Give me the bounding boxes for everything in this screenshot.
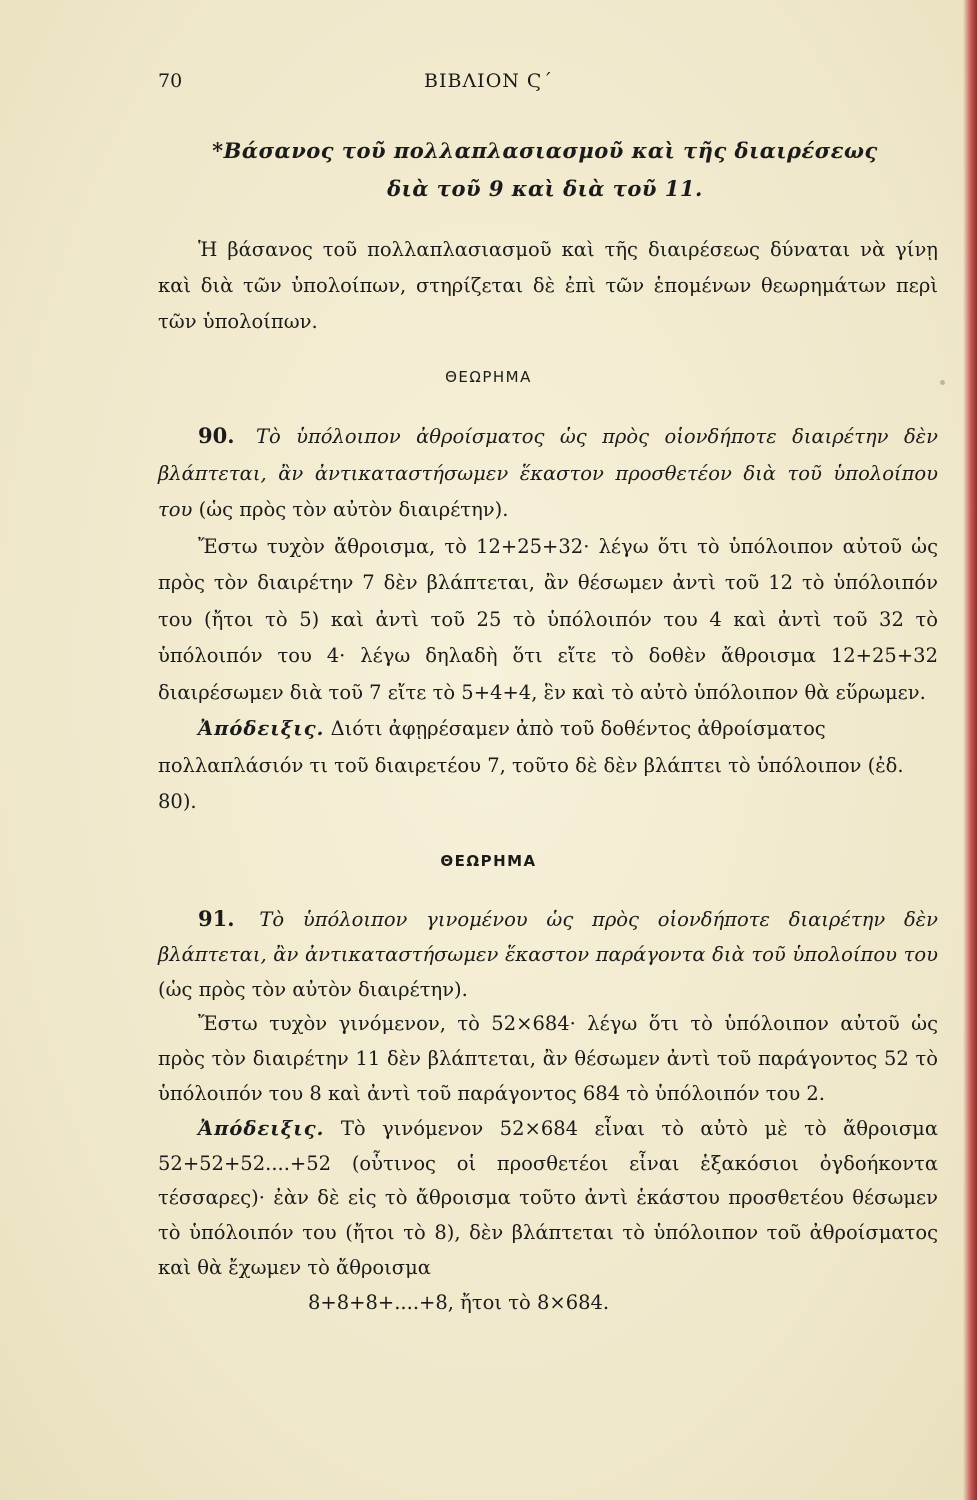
theorem-90-proof <box>158 711 938 821</box>
theorem-90-statement: Τὸ ὑπόλοιπον ἀθροίσματος ὡς πρὸς οἱονδήποτε διαιρέτην δὲν βλάπτεται, ἂν ἀντικαταστήσωμεν ἕκαστον προσθετέον διὰ τοῦ ὑπολοίπου του <box>158 425 939 521</box>
section-title-line-2: διὰ τοῦ 9 καὶ διὰ τοῦ 11. <box>387 176 703 201</box>
section-title <box>150 132 940 208</box>
theorem-91-statement: Τὸ ὑπόλοιπον γινομένου ὡς πρὸς οἱονδήποτε διαιρέτην δὲν βλάπτεται, ἂν ἀντικαταστήσωμεν ἕκαστον παράγοντα διὰ τοῦ ὑπολοίπου του <box>158 908 938 966</box>
theorem-90 <box>158 418 938 821</box>
theorem-90-example: Ἔστω τυχὸν ἄθροισμα, τὸ 12+25+32· λέγω ὅτι τὸ ὑπόλοιπον αὐτοῦ ὡς πρὸς τὸν διαιρέτην 7 δὲν βλάπτεται, ἂν θέσωμεν ἀντὶ τοῦ 12 τὸ ὑπόλοιπόν του (ἤτοι τὸ 5) καὶ ἀντὶ τοῦ 25 τὸ ὑπόλοιπόν του 4 καὶ ἀντὶ τοῦ 32 τὸ ὑπόλοιπόν του 4· λέγω δηλαδὴ ὅτι εἴτε τὸ δοθὲν ἄθροισμα 12+25+32 διαιρέσωμεν διὰ τοῦ 7 εἴτε τὸ 5+4+4, ἓν καὶ τὸ αὐτὸ ὑπόλοιπον θὰ εὕρωμεν. <box>158 534 938 704</box>
intro-paragraph: Ἡ βάσανος τοῦ πολλαπλασιασμοῦ καὶ τῆς διαιρέσεως δύναται νὰ γίνῃ καὶ διὰ τῶν ὑπολοίπων, στηρίζεται δὲ ἐπὶ τῶν ἑπομένων θεωρημάτων περὶ τῶν ὑπολοίπων. <box>158 238 938 333</box>
theorem-90-proof-label: Ἀπόδειξις. <box>198 717 325 740</box>
theorem-90-heading: ΘΕΩΡΗΜΑ <box>445 368 532 386</box>
page-edge <box>963 0 977 1500</box>
running-title: ΒΙΒΛΙΟΝ Ϛ΄ <box>424 70 553 92</box>
section-title-line-1: *Βάσανος τοῦ πολλαπλασιασμοῦ καὶ τῆς διαιρέσεως <box>212 138 878 163</box>
theorem-90-number: 90. <box>198 423 235 448</box>
theorem-90-statement-tail: (ὡς πρὸς τὸν αὐτὸν διαιρέτην). <box>198 498 509 521</box>
theorem-91-statement-tail: (ὡς πρὸς τὸν αὐτὸν διαιρέτην). <box>158 977 468 1001</box>
theorem-91-formula: 8+8+8+....+8, ἤτοι τὸ 8×684. <box>308 1290 610 1314</box>
theorem-91-number: 91. <box>198 906 235 931</box>
theorem-91-proof-text: Τὸ γινόμενον 52×684 εἶναι τὸ αὐτὸ μὲ τὸ ἄθροισμα 52+52+52....+52 (οὗτινος οἱ προσθετέοι εἶναι ἑξακόσιοι ὀγδοήκοντα τέσσαρες)· ἐὰν δὲ εἰς τὸ ἄθροισμα τοῦτο ἀντὶ ἑκάστου προσθετέου θέσωμεν τὸ ὑπόλοιπόν του (ἤτοι τὸ 8), δὲν βλάπτεται τὸ ὑπόλοιπον τοῦ ἀθροίσματος καὶ θὰ ἔχωμεν τὸ ἄθροισμα <box>158 1116 938 1279</box>
theorem-91-heading: ΘΕΩΡΗΜΑ <box>440 852 537 870</box>
theorem-91-proof <box>158 1112 938 1286</box>
page-number: 70 <box>158 70 183 92</box>
theorem-91 <box>158 902 938 1321</box>
theorem-91-example: Ἔστω τυχὸν γινόμενον, τὸ 52×684· λέγω ὅτι τὸ ὑπόλοιπον αὐτοῦ ὡς πρὸς τὸν διαιρέτην 11 δὲν βλάπτεται, ἂν θέσωμεν ἀντὶ τοῦ παράγοντος 52 τὸ ὑπόλοιπόν του 8 καὶ ἀντὶ τοῦ παράγοντος 684 τὸ ὑπόλοιπόν του 2. <box>158 1012 938 1105</box>
theorem-90-proof-text: Διότι ἀφῃρέσαμεν ἀπὸ τοῦ δοθέντος ἀθροίσματος πολλαπλάσιόν τι τοῦ διαιρετέου 7, τοῦτο δὲ δὲν βλάπτει τὸ ὑπόλοιπον (ἐδ. 80). <box>158 717 904 813</box>
theorem-91-proof-label: Ἀπόδειξις. <box>198 1116 325 1140</box>
